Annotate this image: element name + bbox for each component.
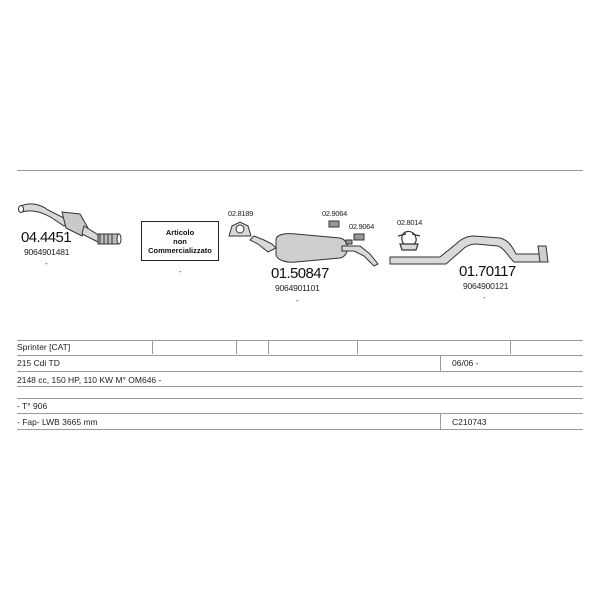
vehicle-variant: - Fap- LWB 3665 mm <box>17 417 98 427</box>
vehicle-code: C210743 <box>452 417 487 427</box>
not-available-box <box>141 221 219 261</box>
hanger-drawing-2 <box>354 234 364 240</box>
hanger-drawing-1 <box>329 221 339 227</box>
clamp-1-part-number: 02.8189 <box>228 209 254 218</box>
not-available-line-3: Commercializzato <box>148 246 212 255</box>
clamp-drawing-2 <box>398 231 420 250</box>
hanger-1-part-number: 02.9064 <box>322 209 348 218</box>
vehicle-specs: 2148 cc, 150 HP, 110 KW M° OM646 - <box>17 375 162 385</box>
clamp-drawing <box>229 222 251 236</box>
tail-pipe-oem-number: 9064900121 <box>463 281 509 291</box>
table-col-1 <box>152 340 153 354</box>
hanger-2-part-number: 02.9064 <box>349 222 375 231</box>
not-available-dash: - <box>179 267 182 276</box>
vehicle-model: Sprinter [CAT] <box>17 342 71 352</box>
table-rule-2 <box>17 355 583 356</box>
tail-pipe-part-number: 01.70117 <box>459 263 516 280</box>
vehicle-type: - T° 906 <box>17 401 48 411</box>
vehicle-date: 06/06 - <box>452 358 479 368</box>
front-pipe-part-number: 04.4451 <box>21 229 72 246</box>
table-col-date <box>440 355 441 371</box>
not-available-line-2: non <box>173 237 187 246</box>
front-pipe-oem-number: 9064901481 <box>24 247 70 257</box>
not-available-line-1: Articolo <box>165 228 195 237</box>
table-rule-4 <box>17 386 583 387</box>
table-rule-6 <box>17 413 583 414</box>
tail-pipe-dash: - <box>483 293 486 302</box>
silencer-dash: - <box>296 296 299 305</box>
table-col-5 <box>510 340 511 354</box>
table-rule-5 <box>17 398 583 399</box>
table-col-2 <box>236 340 237 354</box>
silencer-part-number: 01.50847 <box>271 265 329 282</box>
silencer-oem-number: 9064901101 <box>275 283 320 293</box>
table-rule-3 <box>17 371 583 372</box>
table-col-4 <box>357 340 358 354</box>
front-pipe-dash: - <box>45 259 48 268</box>
clamp-2-part-number: 02.8014 <box>397 218 423 227</box>
table-rule-1 <box>17 340 583 341</box>
table-rule-7 <box>17 429 583 430</box>
vehicle-engine: 215 Cdi TD <box>17 358 60 368</box>
table-col-code <box>440 413 441 429</box>
exhaust-system-diagram <box>0 170 600 335</box>
table-col-3 <box>268 340 269 354</box>
